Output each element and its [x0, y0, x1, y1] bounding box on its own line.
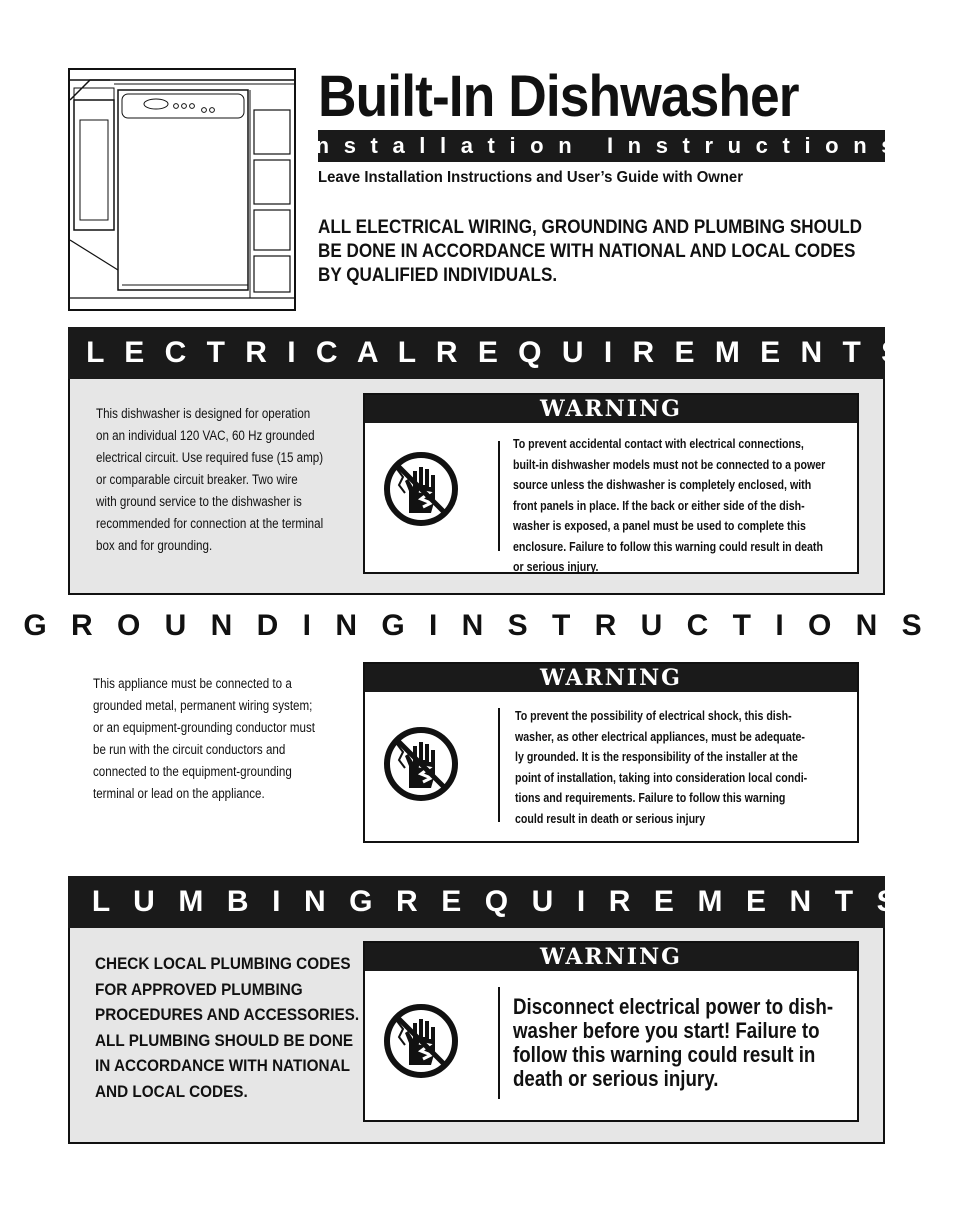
- dishwasher-illustration-icon: [70, 70, 294, 309]
- electrical-body: [96, 403, 354, 557]
- body-line: This appliance must be connected to a: [93, 676, 292, 691]
- dishwasher-illustration: [68, 68, 296, 311]
- warning-divider: [498, 441, 500, 551]
- warning-divider: [498, 708, 500, 822]
- codes-note: ALL ELECTRICAL WIRING, GROUNDING AND PLUMBING SHOULD BE DONE IN ACCORDANCE WITH NATIONAL AND LOCAL CODES BY QUALIFIED INDIVIDUALS.: [318, 217, 863, 286]
- body-line: PROCEDURES AND ACCESSORIES.: [95, 1005, 360, 1024]
- body-line: electrical circuit. Use required fuse (15 amp): [96, 450, 324, 465]
- electrical-shock-hazard-icon: [383, 726, 459, 802]
- electrical-heading: E L E C T R I C A L R E Q U I R E M E N T S: [45, 336, 908, 369]
- electrical-shock-hazard-icon: [383, 451, 459, 527]
- warning-bar: [365, 395, 857, 423]
- warning-line: built-in dishwasher models must not be connected to a power: [513, 457, 826, 472]
- warning-label: WARNING: [540, 944, 682, 970]
- warning-line: point of installation, taking into consideration local condi-: [515, 770, 808, 785]
- electrical-warning-box: [363, 393, 859, 574]
- grounding-warning-box: [363, 662, 859, 843]
- body-line: ALL PLUMBING SHOULD BE DONE: [95, 1030, 354, 1050]
- grounding-warning-text: [515, 706, 855, 829]
- warning-line: washer, as other electrical appliances, must be adequate-: [515, 729, 805, 744]
- warning-line: front panels in place. If the back or either side of the dish-: [513, 498, 805, 513]
- subtitle-bar: [294, 130, 909, 162]
- warning-line: washer before you start! Failure to: [513, 1018, 820, 1043]
- body-line: terminal or lead on the appliance.: [93, 786, 265, 801]
- plumbing-body: [95, 951, 365, 1104]
- leave-instructions-note: Leave Installation Instructions and User’s Guide with Owner: [318, 169, 743, 186]
- warning-line: Disconnect electrical power to dish-: [513, 994, 834, 1019]
- body-line: recommended for connection at the terminal: [96, 516, 324, 531]
- body-line: connected to the equipment-grounding: [93, 764, 292, 779]
- subtitle: Installation Instructions: [294, 133, 909, 158]
- warning-divider: [498, 987, 500, 1099]
- page-title: Built-In Dishwasher: [318, 64, 799, 129]
- warning-line: enclosure. Failure to follow this warning could result in death: [513, 539, 823, 554]
- warning-bar: [365, 664, 857, 692]
- warning-line: follow this warning could result in: [513, 1042, 816, 1067]
- body-line: CHECK LOCAL PLUMBING CODES: [95, 954, 351, 973]
- warning-label: WARNING: [540, 665, 682, 691]
- body-line: or comparable circuit breaker. Two wire: [96, 472, 298, 487]
- warning-line: could result in death or serious injury: [515, 811, 706, 826]
- electrical-warning-text: [513, 434, 853, 578]
- body-line: on an individual 120 VAC, 60 Hz grounded: [96, 428, 315, 443]
- electrical-heading-band: [45, 327, 908, 379]
- body-line: with ground service to the dishwasher is: [96, 494, 302, 509]
- warning-bar: [365, 943, 857, 971]
- body-line: box and for grounding.: [96, 538, 213, 553]
- body-line: This dishwasher is designed for operation: [96, 406, 311, 421]
- warning-line: or serious injury.: [513, 560, 599, 574]
- warning-line: ly grounded. It is the responsibility of the installer at the: [515, 750, 798, 764]
- plumbing-warning-box: [363, 941, 859, 1122]
- body-line: be run with the circuit conductors and: [93, 742, 286, 757]
- warning-line: death or serious injury.: [513, 1066, 719, 1091]
- warning-line: tions and requirements. Failure to follow this warning: [515, 791, 786, 805]
- plumbing-warning-text: [513, 995, 853, 1091]
- grounding-body: [93, 673, 351, 805]
- warning-line: To prevent accidental contact with electrical connections,: [513, 437, 804, 451]
- body-line: IN ACCORDANCE WITH NATIONAL: [95, 1056, 350, 1075]
- grounding-heading-band: [23, 600, 930, 652]
- warning-label: WARNING: [540, 396, 682, 422]
- warning-line: To prevent the possibility of electrical shock, this dish-: [515, 709, 792, 723]
- body-line: grounded metal, permanent wiring system;: [93, 698, 313, 713]
- grounding-heading: G R O U N D I N G I N S T R U C T I O N S: [23, 609, 930, 642]
- body-line: or an equipment-grounding conductor must: [93, 720, 316, 735]
- body-line: FOR APPROVED PLUMBING: [95, 979, 303, 999]
- warning-line: source unless the dishwasher is completely enclosed, with: [513, 478, 812, 492]
- warning-line: washer is exposed, a panel must be used to complete this: [513, 519, 806, 533]
- body-line: AND LOCAL CODES.: [95, 1081, 248, 1101]
- electrical-shock-hazard-icon: [383, 1003, 459, 1079]
- plumbing-heading-band: [48, 876, 905, 928]
- plumbing-heading: P L U M B I N G R E Q U I R E M E N T S: [48, 885, 905, 918]
